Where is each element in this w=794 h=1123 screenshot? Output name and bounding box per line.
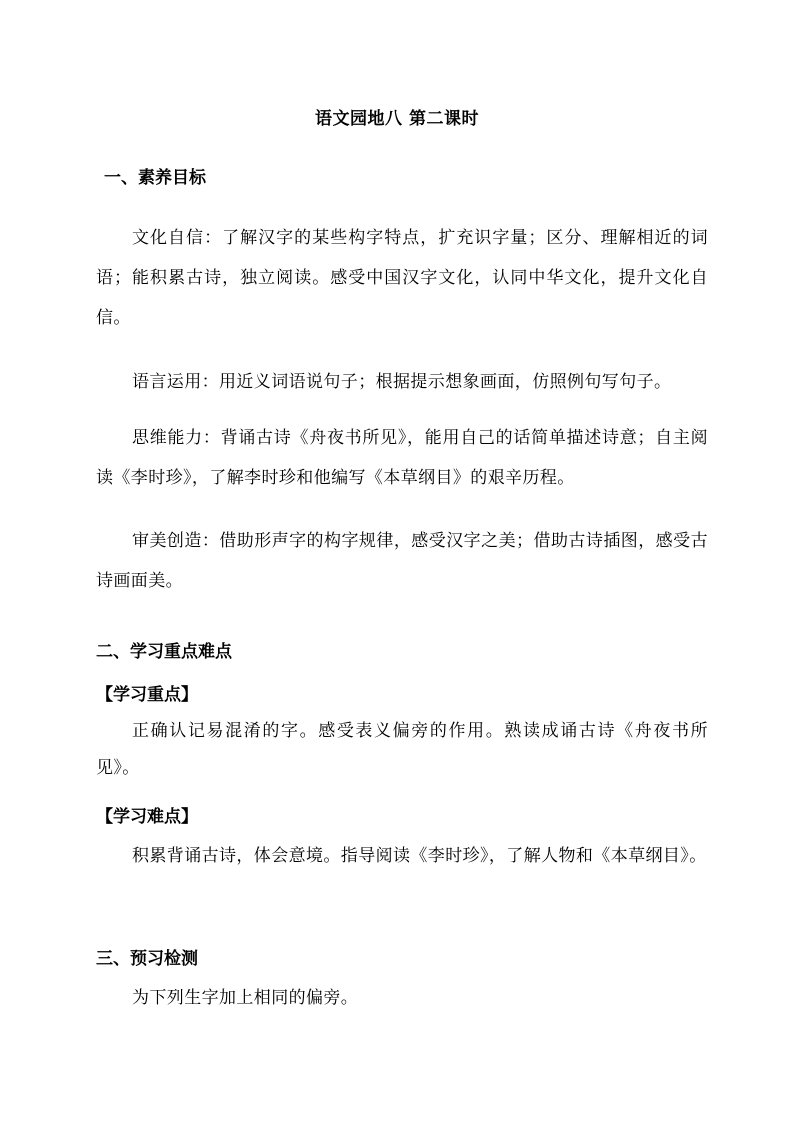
- key-points-paragraph: 正确认记易混淆的字。感受表义偏旁的作用。熟读成诵古诗《舟夜书所见》。: [96, 721, 708, 778]
- goal-paragraph-language: 语言运用：用近义词语说句子；根据提示想象画面，仿照例句写句子。: [132, 372, 672, 392]
- goal-paragraph-culture: 文化自信：了解汉字的某些构字特点，扩充识字量；区分、理解相近的词语；能积累古诗，独立阅读。感受中国汉字文化，认同中华文化，提升文化自信。: [96, 228, 708, 328]
- section-heading-preview: 三、预习检测: [96, 949, 198, 969]
- key-points-label: 【学习重点】: [96, 685, 198, 705]
- difficult-points-label: 【学习难点】: [96, 807, 198, 827]
- section-heading-key-points: 二、学习重点难点: [96, 642, 232, 662]
- document-title: 语文园地八 第二课时: [315, 109, 479, 129]
- preview-paragraph: 为下列生字加上相同的偏旁。: [132, 988, 359, 1008]
- goal-paragraph-thinking: 思维能力：背诵古诗《舟夜书所见》，能用自己的话简单描述诗意；自主阅读《李时珍》，了解李时珍和他编写《本草纲目》的艰辛历程。: [96, 428, 708, 488]
- section-heading-goals: 一、素养目标: [104, 168, 206, 188]
- goal-paragraph-aesthetics: 审美创造：借助形声字的构字规律，感受汉字之美；借助古诗插图，感受古诗画面美。: [96, 531, 708, 591]
- difficult-points-paragraph: 积累背诵古诗，体会意境。指导阅读《李时珍》，了解人物和《本草纲目》。: [132, 846, 707, 866]
